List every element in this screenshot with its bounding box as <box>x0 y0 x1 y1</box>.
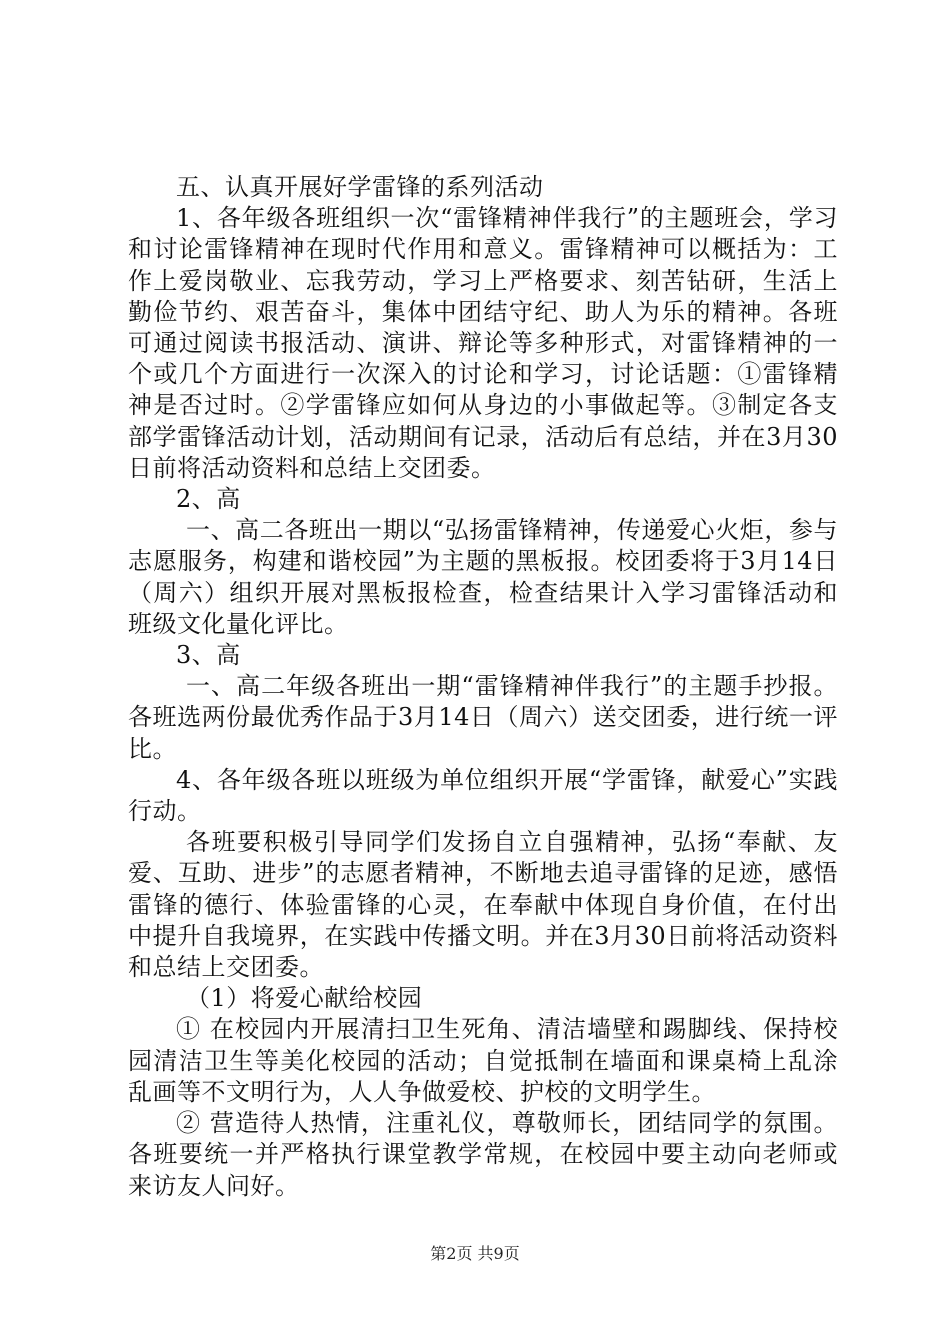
paragraph-volunteer-spirit: 各班要积极引导同学们发扬自立自强精神，弘扬“奉献、友爱、互助、进步”的志愿者精神，不断地去追寻雷锋的足迹，感悟雷锋的德行、体验雷锋的心灵，在奉献中体现自身价值，在付出中提升自我境界，在实践中传播文明。并在3月30日前将活动资料和总结上交团委。 <box>128 828 838 982</box>
section-heading: 五、认真开展好学雷锋的系列活动 <box>176 173 544 201</box>
paragraph-item-1: 1、各年级各班组织一次“雷锋精神伴我行”的主题班会，学习和讨论雷锋精神在现时代作用和意义。雷锋精神可以概括为：工作上爱岗敬业、忘我劳动，学习上严格要求、刻苦钻研，生活上勤俭节约、艰苦奋斗，集体中团结守纪、助人为乐的精神。各班可通过阅读书报活动、演讲、辩论等多种形式，对雷锋精神的一个或几个方面进行一次深入的讨论和学习，讨论话题：①雷锋精神是否过时。②学雷锋应如何从身边的小事做起等。③制定各支部学雷锋活动计划，活动期间有记录，活动后有总结，并在3月30日前将活动资料和总结上交团委。 <box>128 204 838 482</box>
paragraph-campus-cleaning: ① 在校园内开展清扫卫生死角、清洁墙壁和踢脚线、保持校园清洁卫生等美化校园的活动；自觉抵制在墙面和课桌椅上乱涂乱画等不文明行为，人人争做爱校、护校的文明学生。 <box>128 1015 838 1106</box>
paragraph-courtesy: ② 营造待人热情，注重礼仪，尊敬师长，团结同学的氛围。各班要统一并严格执行课堂教学常规，在校园中要主动向老师或来访友人问好。 <box>128 1109 838 1200</box>
document-body <box>128 172 838 1202</box>
paragraph-blackboard: 一、高二各班出一期以“弘扬雷锋精神，传递爱心火炬，参与志愿服务，构建和谐校园”为主题的黑板报。校团委将于3月14日（周六）组织开展对黑板报检查，检查结果计入学习雷锋活动和班级文化量化评比。 <box>128 516 838 638</box>
paragraph-item-4: 4、各年级各班以班级为单位组织开展“学雷锋，献爱心”实践行动。 <box>128 765 838 826</box>
page-number-footer: 第2页 共9页 <box>430 1244 520 1263</box>
paragraph-item-3: 3、高 <box>176 641 241 670</box>
paragraph-item-2: 2、高 <box>176 485 241 514</box>
subheading-campus: （1）将爱心献给校园 <box>186 984 423 1013</box>
paragraph-handwritten-paper: 一、高二年级各班出一期“雷锋精神伴我行”的主题手抄报。各班选两份最优秀作品于3月14日（周六）送交团委，进行统一评比。 <box>128 672 838 763</box>
